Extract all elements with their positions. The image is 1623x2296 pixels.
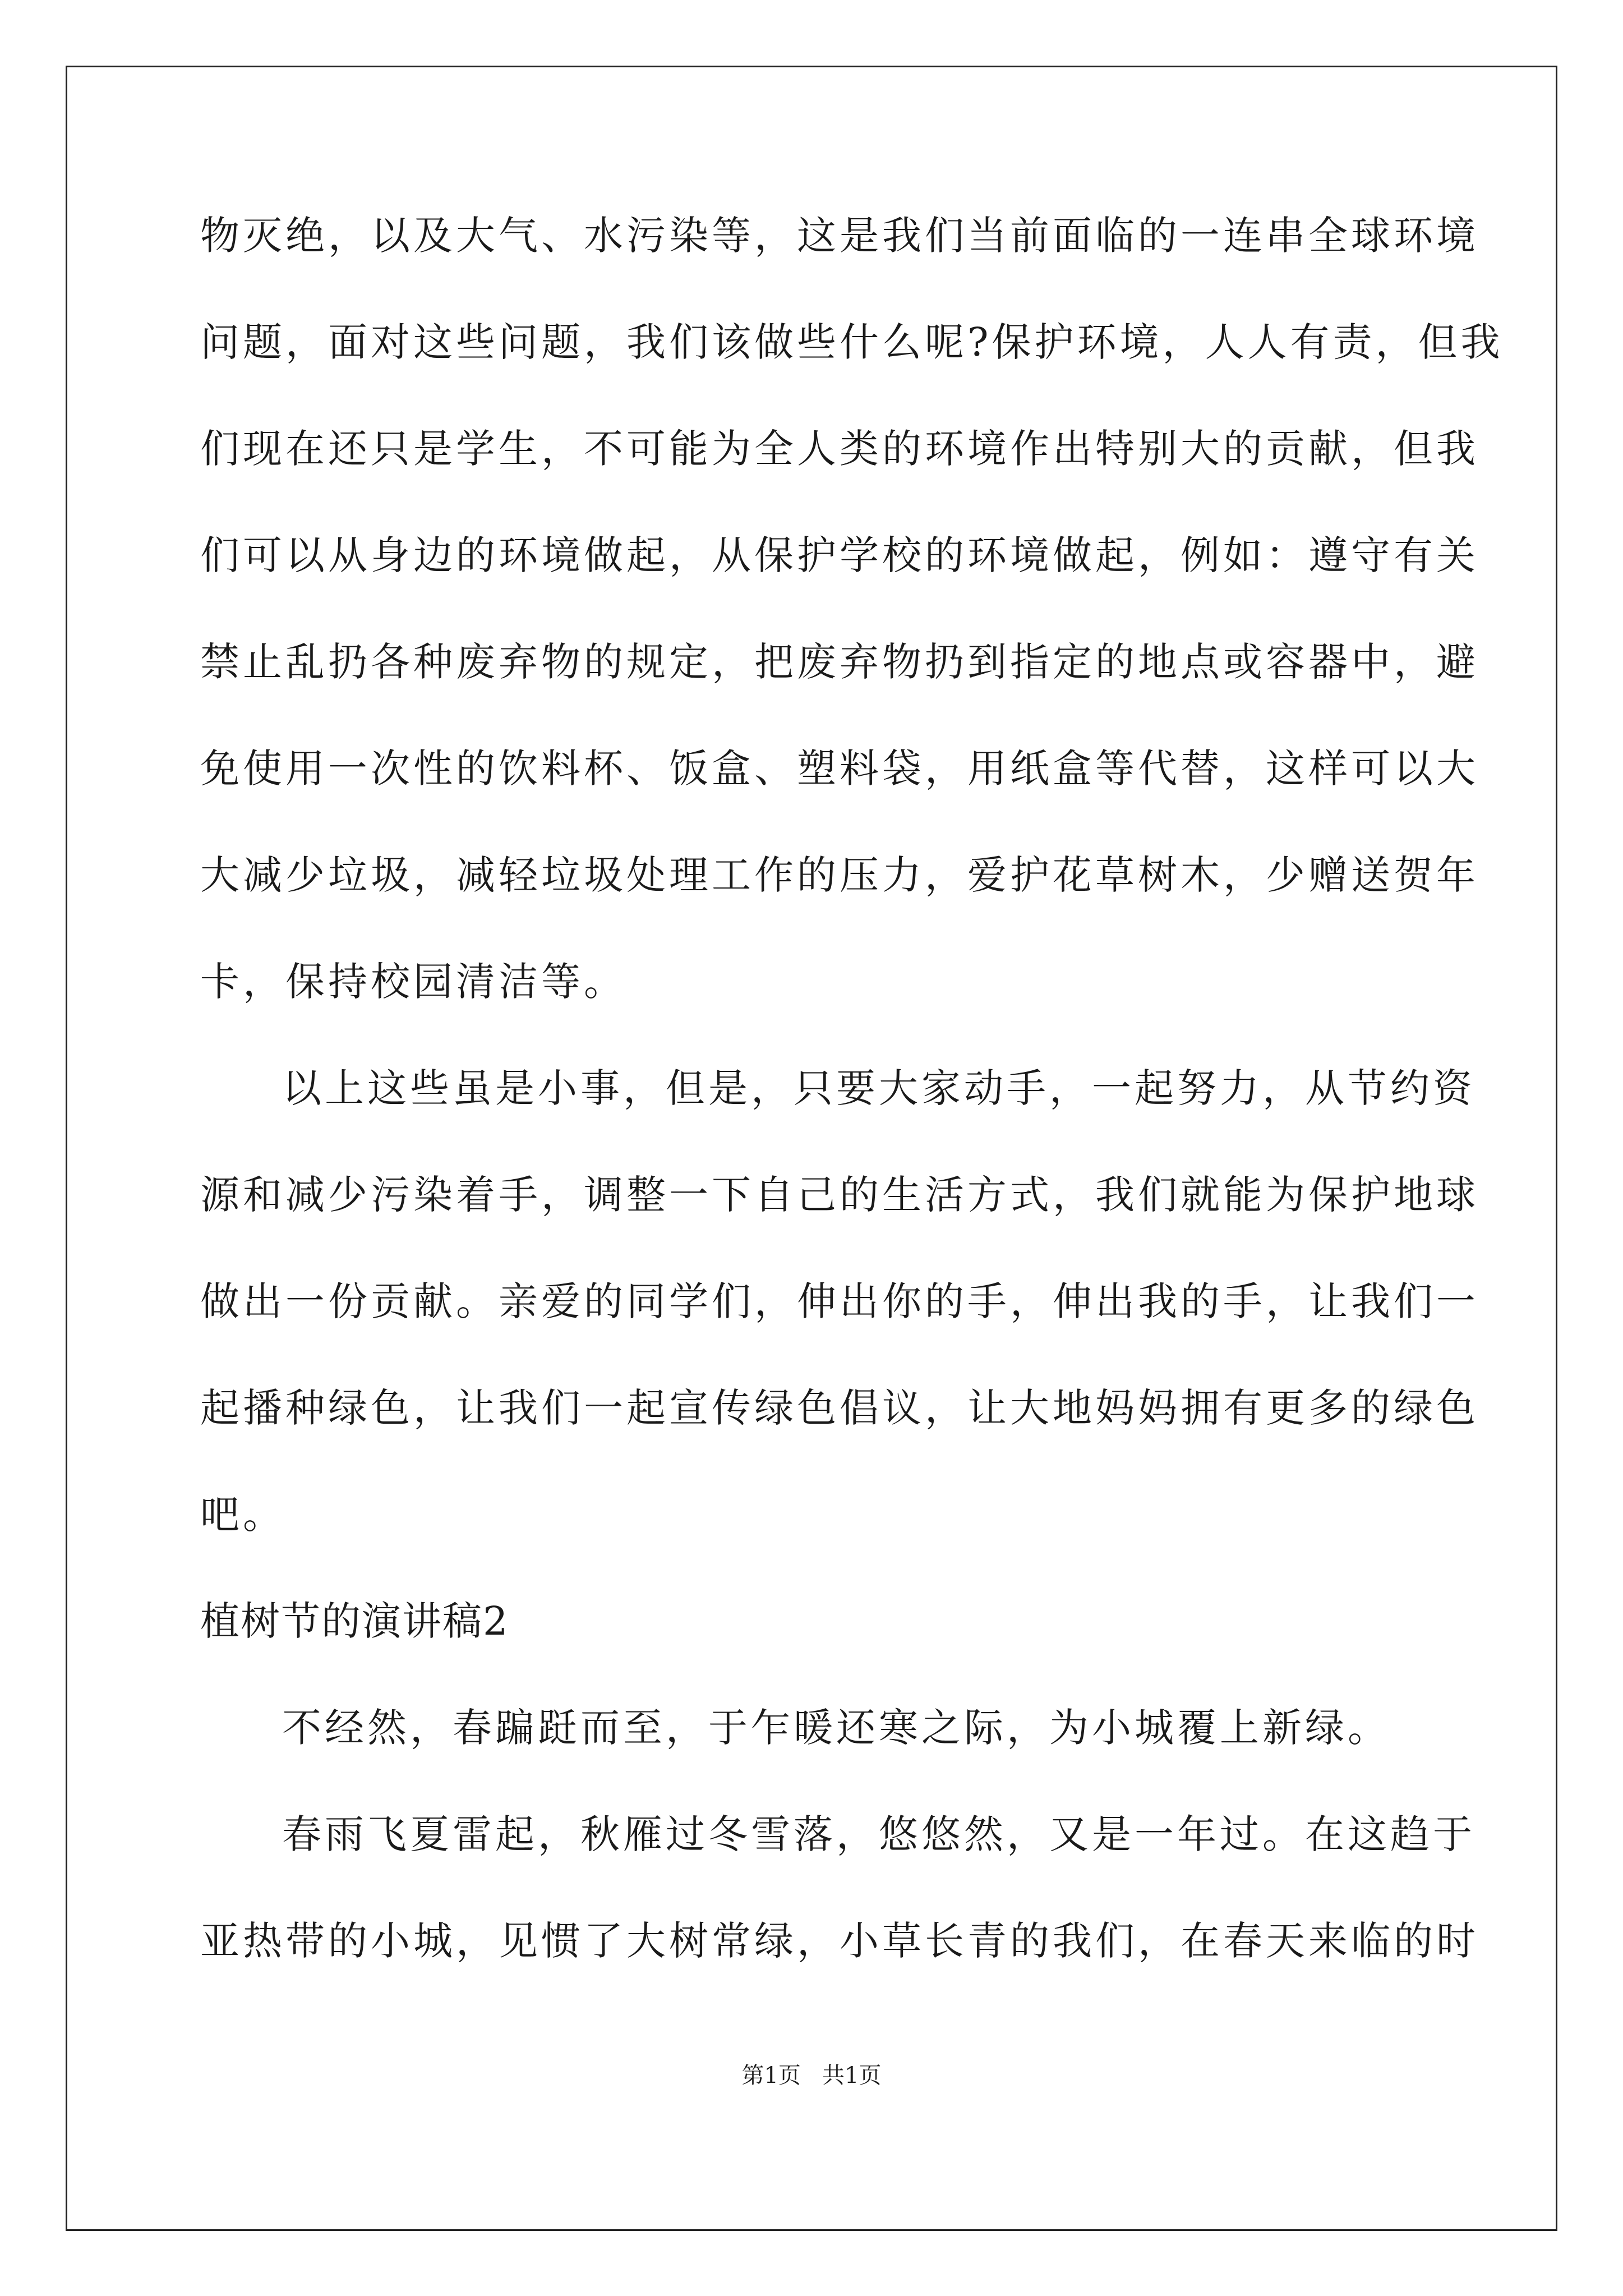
paragraph-first-line: 以上这些虽是小事，但是，只要大家动手，一起努力，从节约资	[282, 1065, 1476, 1111]
paragraph-first-line: 春雨飞夏雷起，秋雁过冬雪落，悠悠然，又是一年过。在这趋于	[282, 1811, 1476, 1857]
text-line: 源和减少污染着手，调整一下自己的生活方式，我们就能为保护地球	[200, 1172, 1479, 1218]
text-line: 们可以从身边的环境做起，从保护学校的环境做起，例如：遵守有关	[200, 532, 1479, 578]
text-line: 禁止乱扔各种废弃物的规定，把废弃物扔到指定的地点或容器中，避	[200, 639, 1479, 685]
text-line: 大减少垃圾，减轻垃圾处理工作的压力，爱护花草树木，少赠送贺年	[200, 852, 1479, 898]
section-heading: 植树节的演讲稿2	[200, 1598, 509, 1644]
text-line: 做出一份贡献。亲爱的同学们，伸出你的手，伸出我的手，让我们一	[200, 1278, 1479, 1324]
text-line: 卡，保持校园清洁等。	[200, 959, 626, 1005]
document-body	[200, 213, 1504, 2028]
paragraph-first-line: 不经然，春蹁跹而至，于乍暖还寒之际，为小城覆上新绿。	[282, 1705, 1390, 1751]
text-line: 亚热带的小城，见惯了大树常绿，小草长青的我们，在春天来临的时	[200, 1918, 1479, 1964]
text-line: 物灭绝，以及大气、水污染等，这是我们当前面临的一连串全球环境	[200, 213, 1479, 259]
text-line: 免使用一次性的饮料杯、饭盒、塑料袋，用纸盒等代替，这样可以大	[200, 746, 1479, 792]
text-line: 们现在还只是学生，不可能为全人类的环境作出特别大的贡献，但我	[200, 426, 1479, 472]
text-line: 起播种绿色，让我们一起宣传绿色倡议，让大地妈妈拥有更多的绿色	[200, 1385, 1479, 1431]
page-footer: 第1页 共1页	[741, 2063, 882, 2088]
text-line: 吧。	[200, 1492, 285, 1538]
text-line: 问题，面对这些问题，我们该做些什么呢?保护环境，人人有责，但我	[200, 319, 1504, 365]
